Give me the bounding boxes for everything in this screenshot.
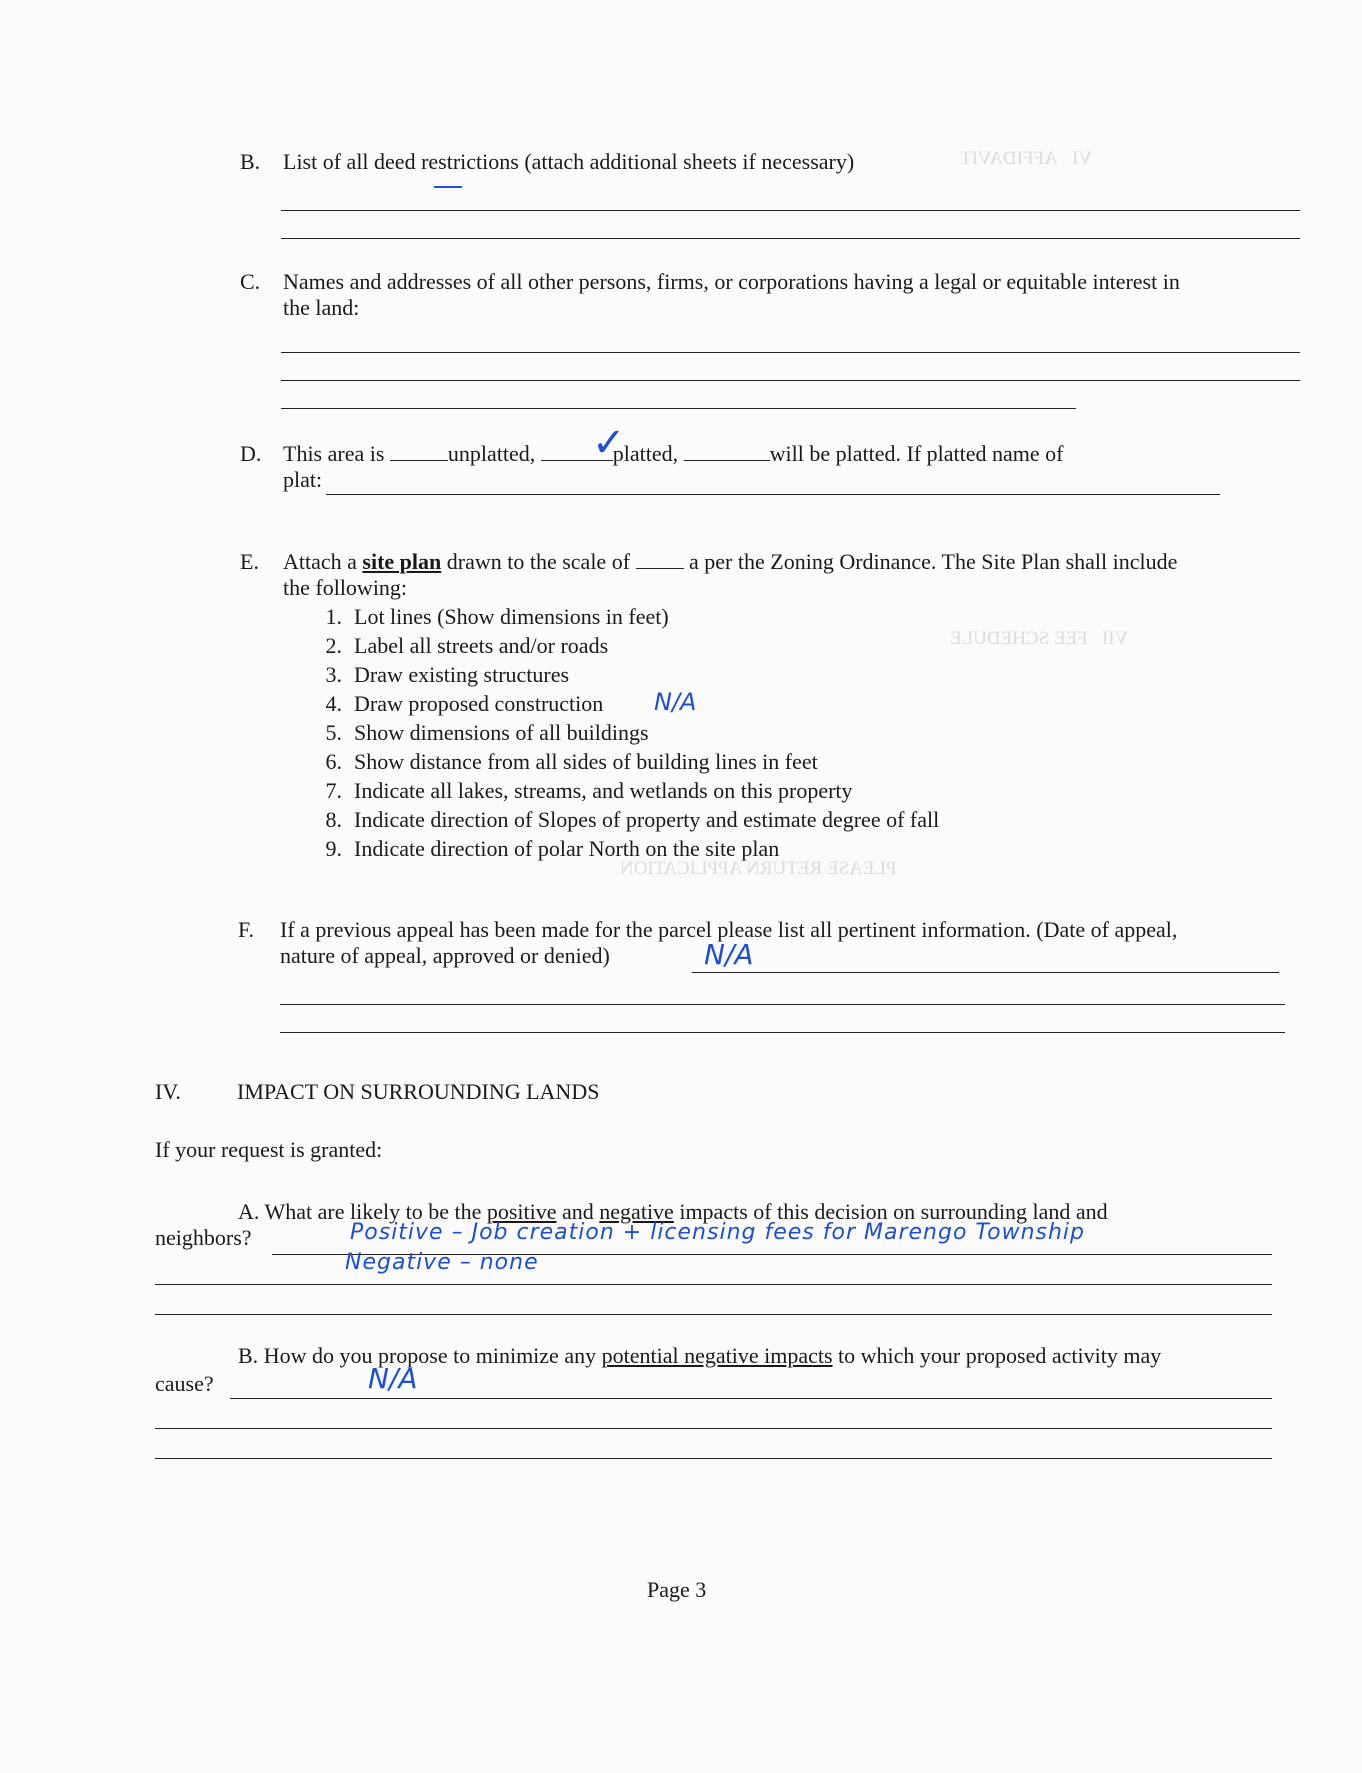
section-e-mid: drawn to the scale of (446, 549, 631, 574)
list-item (312, 660, 939, 689)
question-a-line2: neighbors? (155, 1225, 252, 1250)
section-d-label: D. (240, 441, 262, 466)
item-number: 1. (325, 604, 342, 629)
unplatted-label: unplatted, (447, 441, 536, 466)
positive-term: positive (486, 1199, 557, 1224)
unplatted-blank[interactable] (390, 440, 448, 461)
list-item (312, 631, 939, 660)
item-number: 9. (325, 836, 342, 861)
page-number: Page 3 (647, 1577, 707, 1602)
section-f-answer-line[interactable] (280, 1032, 1285, 1033)
site-plan-requirements-list (312, 602, 939, 863)
list-item (312, 718, 939, 747)
question-b-answer-line[interactable] (230, 1398, 1272, 1399)
section-iv-title: IMPACT ON SURROUNDING LANDS (237, 1079, 600, 1104)
section-f-answer-line[interactable] (280, 1004, 1285, 1005)
question-b-handwritten-answer: N/A (368, 1362, 418, 1395)
question-a-answer-line[interactable] (155, 1314, 1272, 1315)
question-b-pre: How do you propose to minimize any (263, 1343, 597, 1368)
plat-name-line[interactable] (326, 494, 1220, 495)
section-c-answer-line[interactable] (281, 408, 1076, 409)
list-item (312, 747, 939, 776)
item-number: 2. (325, 633, 342, 658)
section-iv-intro: If your request is granted: (155, 1137, 383, 1162)
section-c-line1: Names and addresses of all other persons, firms, or corporations having a legal or equitable interest in (283, 269, 1180, 294)
list-item (312, 805, 939, 834)
section-c-label: C. (240, 269, 261, 294)
item4-handwritten-answer: N/A (654, 688, 697, 716)
question-b-answer-line[interactable] (155, 1458, 1272, 1459)
section-c-line2: the land: (283, 295, 360, 320)
section-c-answer-line[interactable] (281, 380, 1300, 381)
section-d-plat-label: plat: (283, 467, 323, 492)
section-b-label: B. (240, 149, 261, 174)
potential-negative-impacts-term: potential negative impacts (601, 1343, 833, 1368)
section-d-line1 (283, 440, 1064, 468)
item-number: 4. (325, 691, 342, 716)
item-text: Lot lines (Show dimensions in feet) (354, 604, 669, 629)
item-number: 7. (325, 778, 342, 803)
item-number: 5. (325, 720, 342, 745)
bleed-through-heading: VI AFFIDAVIT (960, 148, 1093, 169)
site-plan-term: site plan (362, 549, 442, 574)
section-d-prefix: This area is (283, 441, 385, 466)
section-e-prefix: Attach a (283, 549, 357, 574)
question-b-answer-line[interactable] (155, 1428, 1272, 1429)
section-iv-number: IV. (155, 1079, 181, 1104)
question-b-line2: cause? (155, 1371, 214, 1396)
will-be-platted-label: will be platted. If platted name of (769, 441, 1064, 466)
section-e-suffix: a per the Zoning Ordinance. The Site Plan shall include (689, 549, 1178, 574)
item-text: Indicate direction of Slopes of property and estimate degree of fall (354, 807, 940, 832)
item-text: Indicate all lakes, streams, and wetlands on this property (354, 778, 853, 803)
item-text: Label all streets and/or roads (354, 633, 609, 658)
bleed-through-heading: VII FEE SCHEDULE (950, 628, 1129, 649)
question-a-post: impacts of this decision on surrounding land and (679, 1199, 1108, 1224)
item-number: 8. (325, 807, 342, 832)
section-f-line2: nature of appeal, approved or denied) (280, 943, 610, 968)
scale-blank[interactable] (636, 548, 684, 569)
section-e-line1 (283, 548, 1177, 576)
section-b-answer-line[interactable] (281, 238, 1300, 239)
check-mark-icon: ✓ (592, 420, 626, 466)
platted-label: platted, (612, 441, 679, 466)
item-number: 6. (325, 749, 342, 774)
section-f-line1: If a previous appeal has been made for the parcel please list all pertinent information. (Date of appeal, (280, 917, 1178, 942)
list-item (312, 689, 939, 718)
section-b-answer-line[interactable] (281, 210, 1300, 211)
section-c-answer-line[interactable] (281, 352, 1300, 353)
question-b-post: to which your proposed activity may (838, 1343, 1162, 1368)
question-a-label: A. (238, 1199, 260, 1224)
bleed-through-heading: PLEASE RETURN APPLICATION (620, 858, 897, 879)
list-item (312, 834, 939, 863)
will-be-platted-blank[interactable] (684, 440, 770, 461)
item-number: 3. (325, 662, 342, 687)
question-a-and: and (562, 1199, 594, 1224)
negative-term: negative (599, 1199, 674, 1224)
section-f-label: F. (238, 917, 254, 942)
section-f-answer-line[interactable] (692, 972, 1279, 973)
question-b-label: B. (238, 1343, 259, 1368)
section-e-line2: the following: (283, 575, 408, 600)
section-b-text: List of all deed restrictions (attach additional sheets if necessary) (283, 149, 855, 174)
item-text: Indicate direction of polar North on the site plan (354, 836, 780, 861)
section-e-label: E. (240, 549, 259, 574)
section-f-handwritten-answer: N/A (704, 938, 754, 971)
pen-mark (434, 186, 462, 188)
item-text: Draw proposed construction (354, 691, 604, 716)
question-a-handwritten-answer-1: Positive – Job creation + licensing fees for Marengo Township (350, 1220, 1085, 1245)
item-text: Show distance from all sides of building lines in feet (354, 749, 818, 774)
question-a-handwritten-answer-2: Negative – none (345, 1250, 539, 1275)
list-item (312, 776, 939, 805)
list-item (312, 602, 939, 631)
item-text: Draw existing structures (354, 662, 570, 687)
question-a-answer-line[interactable] (155, 1284, 1272, 1285)
question-a-pre: What are likely to be the (264, 1199, 482, 1224)
item-text: Show dimensions of all buildings (354, 720, 649, 745)
